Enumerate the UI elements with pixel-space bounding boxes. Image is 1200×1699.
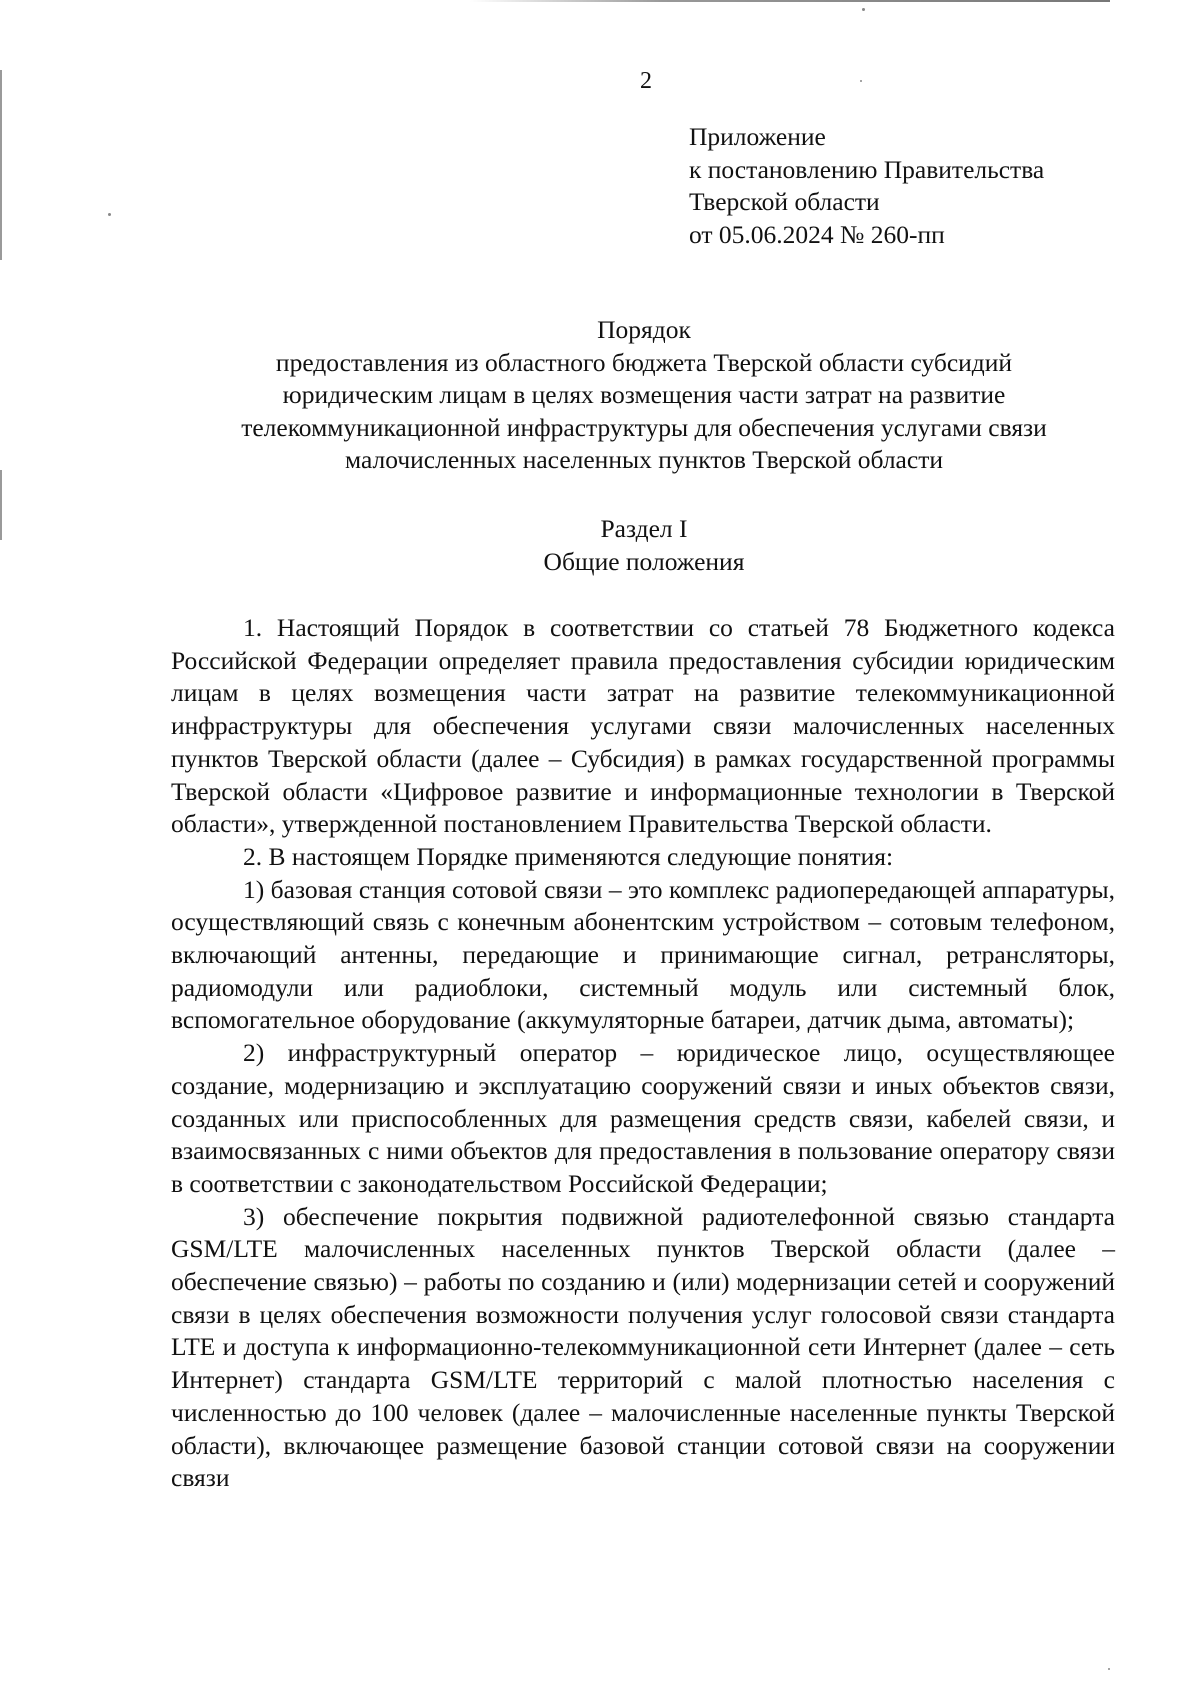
paragraph: 2. В настоящем Порядке применяются следующие понятия: xyxy=(243,841,894,871)
appendix-line: Приложение xyxy=(689,122,826,151)
scan-speck xyxy=(1108,1668,1110,1670)
title-line: юридическим лицам в целях возмещения части затрат на развитие xyxy=(282,380,1006,409)
title-heading: Порядок xyxy=(597,315,691,344)
title-line: телекоммуникационной инфраструктуры для обеспечения услугами связи xyxy=(241,412,1047,442)
paragraph: 3) обеспечение покрытия подвижной радиотелефонной связью стандарта GSM/LTE малочисленных населенных пунктов Тверской области (далее – обеспечение связью) – работы по созданию и (или) модернизации сетей и сооружений связи в целях обеспечения возможности получения услуг голосовой связи стандарта LTE и доступа к информационно-телекоммуникационной сети Интернет (далее – сеть Интернет) стандарта GSM/LTE территорий с малой плотностью населения с численностью до 100 человек (далее – малочисленные населенные пункты Тверской области), включающее размещение базовой станции сотовой связи на сооружении связи xyxy=(171,1201,1115,1493)
appendix-line: к постановлению Правительства xyxy=(689,154,1045,184)
scan-speck xyxy=(862,8,865,11)
scan-edge-left xyxy=(0,70,2,260)
paragraph: 1. Настоящий Порядок в соответствии со статьей 78 Бюджетного кодекса Российской Федерации определяет правила предоставления субсидии юридическим лицам в целях возмещения части затрат на развитие телекоммуникационной инфраструктуры для обеспечения услугами связи малочисленных населенных пунктов Тверской области (далее – Субсидия) в рамках государственной программы Тверской области «Цифровое развитие и информационные технологии в Тверской области», утвержденной постановлением Правительства Тверской области. xyxy=(171,613,1115,839)
section-number: Раздел I xyxy=(600,514,688,543)
paragraph: 1) базовая станция сотовой связи – это комплекс радиопередающей аппаратуры, осуществляющий связь с конечным абонентским устройством – сотовым телефоном, включающий антенны, передающие и принимающие сигнал, ретрансляторы, радиомодули или радиоблоки, системный модуль или системный блок, вспомогательное оборудование (аккумуляторные батареи, датчик дыма, автоматы); xyxy=(171,874,1115,1035)
appendix-line: от 05.06.2024 № 260-пп xyxy=(689,219,945,249)
section-heading xyxy=(170,513,1118,578)
appendix-block xyxy=(689,121,1044,251)
title-line: предоставления из областного бюджета Тверской области субсидий xyxy=(275,347,1013,377)
page-number: 2 xyxy=(640,68,652,94)
scan-speck xyxy=(108,213,111,216)
title-line: малочисленных населенных пунктов Тверской области xyxy=(345,445,943,474)
paragraph: 2) инфраструктурный оператор – юридическое лицо, осуществляющее создание, модернизацию и эксплуатацию сооружений связи и иных объектов связи, созданных или приспособленных для размещения средств связи, кабелей связи, и взаимосвязанных с ними объектов для предоставления в пользование оператору связи в соответствии с законодательством Российской Федерации; xyxy=(171,1038,1115,1198)
scan-edge-top xyxy=(470,0,1110,2)
scan-edge-left xyxy=(0,470,2,540)
section-name: Общие положения xyxy=(543,546,745,576)
document-title xyxy=(170,314,1118,477)
document-body xyxy=(171,612,1115,1495)
appendix-line: Тверской области xyxy=(689,187,880,216)
